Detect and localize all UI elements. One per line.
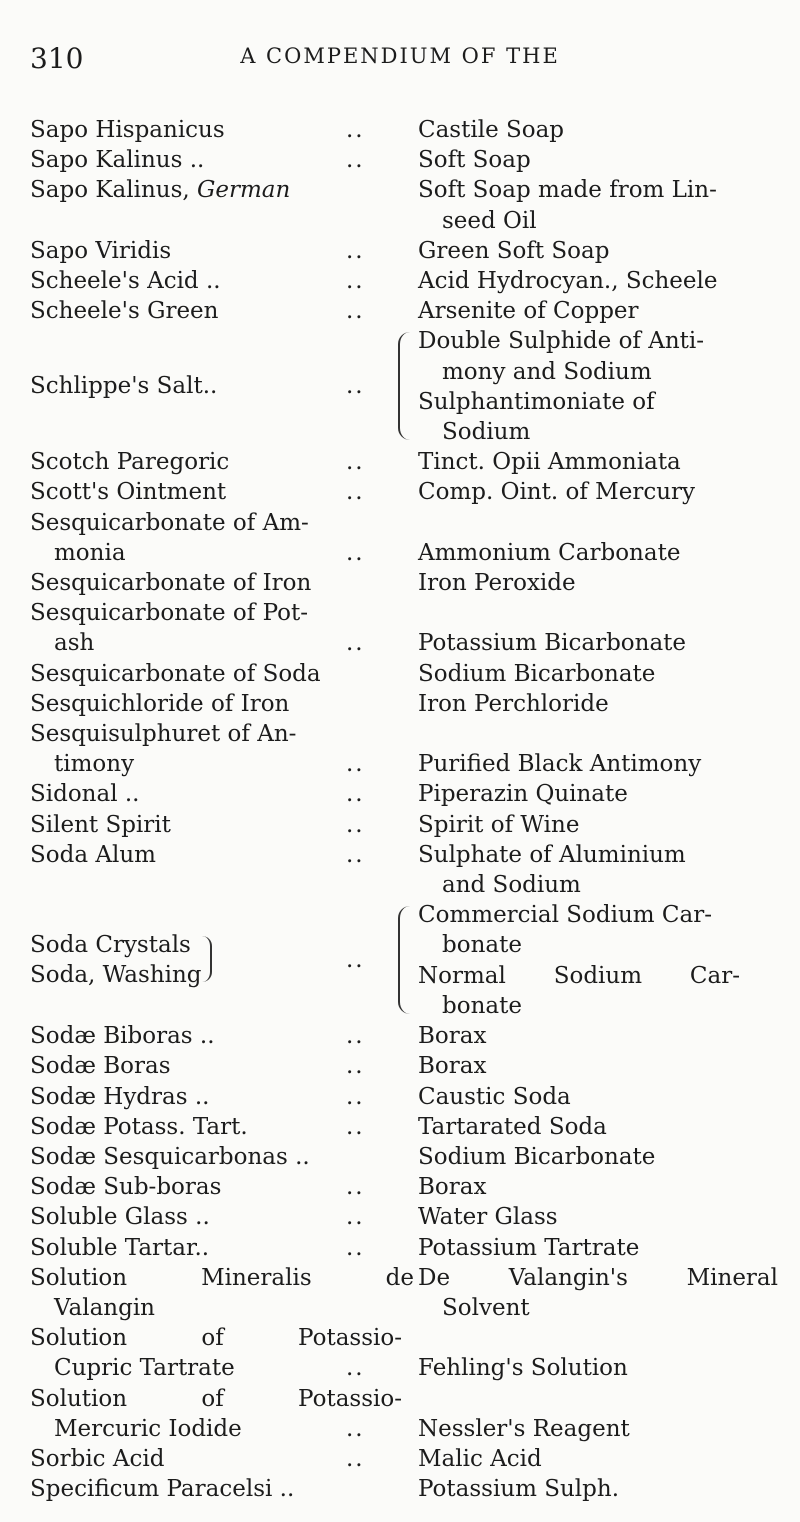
leader-dots: .. [346,1204,365,1231]
leader-dots: .. [346,1415,365,1442]
leader-dots: .. [346,479,365,506]
entry-term: Sapo Kalinus, [30,177,198,204]
entry-row [30,1233,790,1263]
entry-term: Soda Crystals [30,932,191,959]
leader-dots: .. [346,268,365,295]
entry-term: Scotch Paregoric [30,449,230,476]
entry-term: Solution Mineralis de [30,1264,414,1291]
leader-dots: .. [346,1113,365,1140]
entry-row [30,236,790,266]
entry-term: Sesquicarbonate of Pot- [30,600,308,627]
entry-definition: Soft Soap made from Lin- [418,177,717,204]
entry-definition: Potassium Sulph. [418,1476,620,1503]
entry-term: Soda Alum [30,841,156,868]
entry-definition: Potassium Tartrate [418,1234,640,1261]
entry-term: Specificum Paracelsi .. [30,1476,295,1503]
entry-definition: Nessler's Reagent [418,1415,630,1442]
entry-term: Scott's Ointment [30,479,227,506]
entry-term-cont: Mercuric Iodide [54,1415,242,1442]
leader-dots: .. [346,1053,365,1080]
entry-row [30,115,790,145]
entry-term: Silent Spirit [30,811,171,838]
entry-row [30,1263,790,1323]
entry-row [30,1323,790,1383]
entry-definition: Potassium Bicarbonate [418,630,687,657]
entry-definition-cont: seed Oil [442,207,537,234]
entry-definition: Ammonium Carbonate [418,539,681,566]
entry-term: Solution of Potassio- [30,1325,402,1352]
entry-definition: Tinct. Opii Ammoniata [418,449,681,476]
leader-dots: .. [346,781,365,808]
page-number: 310 [30,42,84,75]
entry-row [30,810,790,840]
entry-row [30,477,790,507]
leader-dots: .. [346,751,365,778]
entry-term-italic: German [197,177,291,204]
entry-definition: Borax [418,1174,487,1201]
entry-definition: Water Glass [418,1204,558,1231]
entry-term-cont: monia [54,539,126,566]
entry-row [30,1384,790,1444]
entry-definition: Sodium Bicarbonate [418,1143,656,1170]
entry-term: Sesquichloride of Iron [30,690,290,717]
entry-definition: Soft Soap [418,147,531,174]
leader-dots: .. [346,1174,365,1201]
entry-definition: Purified Black Antimony [418,751,702,778]
entry-term: Schlippe's Salt.. [30,373,218,400]
entry-term: Sapo Viridis [30,237,172,264]
entry-definition: Spirit of Wine [418,811,580,838]
entry-row [30,779,790,809]
leader-dots: .. [346,237,365,264]
entry-term: Sodæ Boras [30,1053,171,1080]
entry-term: Sodæ Potass. Tart. [30,1113,248,1140]
entry-row [30,1444,790,1474]
entry-definition: Castile Soap [418,117,565,143]
entry-definition: Borax [418,1053,487,1080]
entry-term: Sorbic Acid [30,1445,165,1472]
entry-definition-cont: mony and Sodium [442,358,652,385]
entry-definition: Comp. Oint. of Mercury [418,479,695,506]
entry-row [30,1021,790,1051]
entry-row [30,1112,790,1142]
entry-list [30,115,790,1504]
entry-definition: De Valangin's Mineral [418,1264,778,1291]
entry-term: Sodæ Sesquicarbonas .. [30,1143,310,1170]
leader-dots: .. [346,147,365,174]
entry-definition: Sodium Bicarbonate [418,660,656,687]
entry-row [30,719,790,779]
leader-dots: .. [346,811,365,838]
entry-term-cont: Valangin [54,1294,155,1321]
entry-definition: Commercial Sodium Car- [418,902,712,929]
entry-definition-cont: Sulphantimoniate of [418,388,655,415]
leader-dots: .. [346,373,365,400]
entry-row [30,326,790,447]
entry-term: Soda, Washing [30,962,202,989]
entry-row [30,900,790,1021]
entry-term: Sapo Kalinus .. [30,147,205,174]
entry-definition-cont: bonate [442,992,522,1019]
entry-term: Soluble Tartar.. [30,1234,210,1261]
entry-definition: Normal Sodium Car- [418,962,740,989]
leader-dots: .. [346,1234,365,1261]
entry-row [30,266,790,296]
entry-definition: Iron Perchloride [418,690,609,717]
leader-dots: .. [346,449,365,476]
leader-dots: .. [346,841,365,868]
entry-row [30,175,790,235]
entry-row [30,1051,790,1081]
leader-dots: .. [346,1355,365,1382]
entry-row [30,598,790,658]
entry-definition-cont: Solvent [442,1294,530,1321]
entry-row [30,568,790,598]
entry-term-cont: ash [54,630,95,657]
running-title: A COMPENDIUM OF THE [240,44,560,68]
entry-definition: Tartarated Soda [418,1113,607,1140]
entry-term: Sidonal .. [30,781,140,808]
leader-dots: .. [346,1023,365,1050]
entry-term: Scheele's Green [30,298,219,325]
entry-term-cont: Cupric Tartrate [54,1355,235,1382]
entry-term: Soluble Glass .. [30,1204,210,1231]
entry-definition: Caustic Soda [418,1083,571,1110]
entry-term: Sapo Hispanicus [30,117,225,143]
entry-definition: Malic Acid [418,1445,542,1472]
entry-definition: Green Soft Soap [418,237,610,264]
leader-dots: .. [346,947,365,974]
leader-dots: .. [346,1445,365,1472]
entry-row [30,840,790,900]
entry-row [30,1142,790,1172]
entry-term: Sesquisulphuret of An- [30,721,297,748]
entry-term: Sodæ Hydras .. [30,1083,210,1110]
entry-term-cont: timony [54,751,135,778]
entry-definition: Fehling's Solution [418,1355,628,1382]
entry-row [30,447,790,477]
entry-row [30,1082,790,1112]
brace [202,936,212,982]
entry-term: Sesquicarbonate of Soda [30,660,321,687]
leader-dots: .. [346,1083,365,1110]
entry-term: Solution of Potassio- [30,1385,402,1412]
entry-term: Sodæ Biboras .. [30,1023,215,1050]
entry-definition: Arsenite of Copper [418,298,639,325]
entry-definition-cont: bonate [442,932,522,959]
entry-term: Sesquicarbonate of Am- [30,509,309,536]
entry-row [30,296,790,326]
entry-definition: Borax [418,1023,487,1050]
brace [398,332,412,440]
entry-row [30,508,790,568]
leader-dots: .. [346,117,365,143]
entry-row [30,1202,790,1232]
leader-dots: .. [346,630,365,657]
entry-definition: Piperazin Quinate [418,781,628,808]
entry-definition: Sulphate of Aluminium [418,841,686,868]
entry-definition-cont: and Sodium [442,872,581,899]
entry-definition: Iron Peroxide [418,570,576,597]
brace [398,906,412,1014]
entry-definition: Acid Hydrocyan., Scheele [418,268,718,295]
entry-row [30,1172,790,1202]
entry-row [30,1474,790,1504]
entry-term: Sesquicarbonate of Iron [30,570,312,597]
entry-row [30,689,790,719]
entry-term: Scheele's Acid .. [30,268,221,295]
leader-dots: .. [346,539,365,566]
leader-dots: .. [346,298,365,325]
entry-row [30,659,790,689]
entry-term: Sodæ Sub-boras [30,1174,222,1201]
entry-definition: Double Sulphide of Anti- [418,328,705,355]
entry-definition-cont: Sodium [442,419,531,446]
entry-row [30,145,790,175]
